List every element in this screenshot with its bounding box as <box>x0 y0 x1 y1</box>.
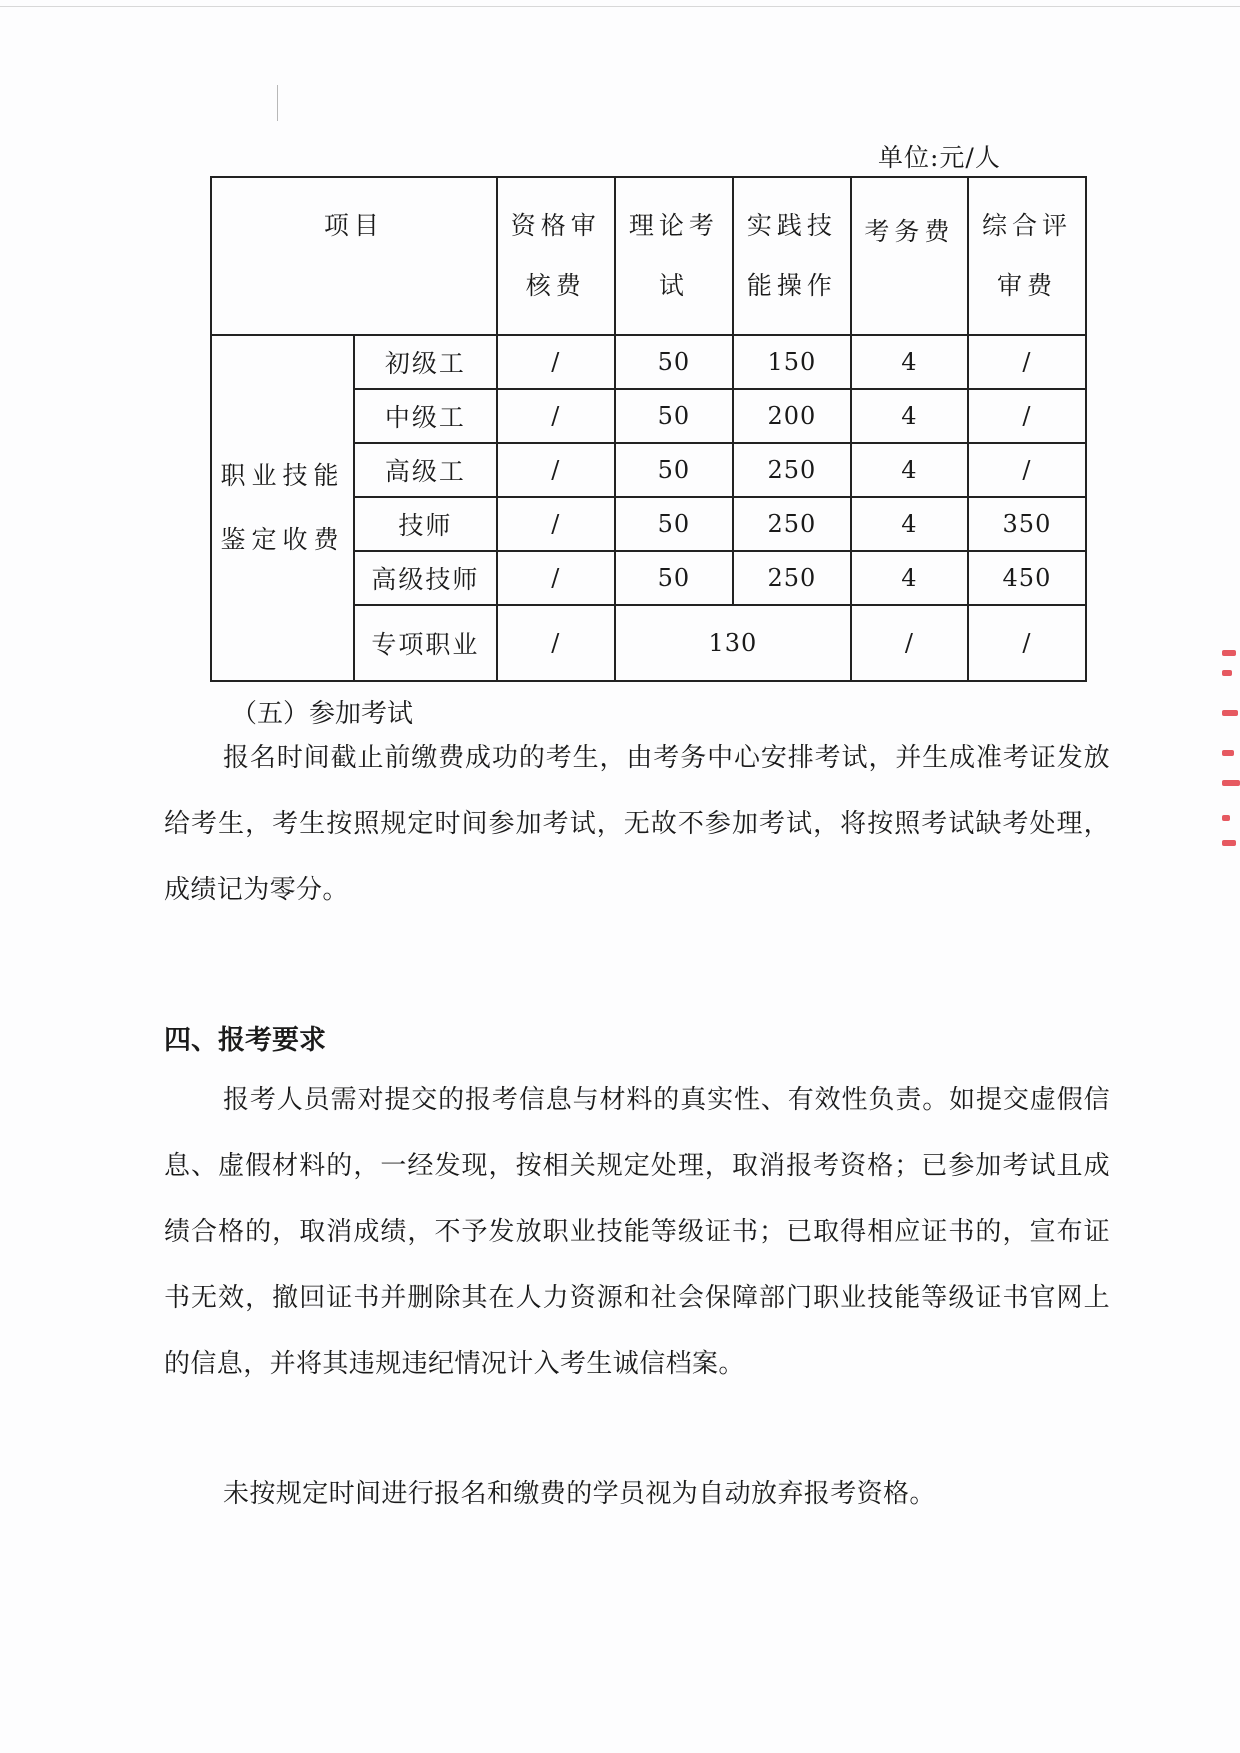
level-cell: 专项职业 <box>354 605 497 681</box>
practice-cell: 200 <box>733 389 851 443</box>
qualification-cell: / <box>497 605 615 681</box>
header-qualification-fee: 资格审核费 <box>497 177 615 335</box>
level-cell: 中级工 <box>354 389 497 443</box>
practice-cell: 150 <box>733 335 851 389</box>
header-exam-service-fee: 考务费 <box>851 177 968 335</box>
theory-cell: 50 <box>615 335 733 389</box>
table-row <box>211 335 1086 389</box>
combined-fee-cell: 130 <box>615 605 851 681</box>
qualification-cell: / <box>497 551 615 605</box>
section-heading: 四、报考要求 <box>164 1025 326 1056</box>
section-paragraph: 报考人员需对提交的报考信息与材料的真实性、有效性负责。如提交虚假信息、虚假材料的，一经发现，按相关规定处理，取消报考资格；已参加考试且成绩合格的，取消成绩，不予发放职业技能等级证书；已取得相应证书的，宣布证书无效，撤回证书并删除其在人力资源和社会保障部门职业技能等级证书官网上的信息，并将其违规违纪情况计入考生诚信档案。 <box>164 1085 1110 1379</box>
practice-cell: 250 <box>733 443 851 497</box>
level-cell: 高级工 <box>354 443 497 497</box>
section-paragraph: 报名时间截止前缴费成功的考生，由考务中心安排考试，并生成准考证发放给考生，考生按照规定时间参加考试，无故不参加考试，将按照考试缺考处理，成绩记为零分。 <box>164 743 1110 905</box>
red-seal-fragment <box>1222 640 1240 890</box>
level-cell: 初级工 <box>354 335 497 389</box>
group-label: 职业技能鉴定收费 <box>211 335 354 681</box>
qualification-cell: / <box>497 497 615 551</box>
exam-service-cell: 4 <box>851 389 968 443</box>
review-cell: 350 <box>968 497 1086 551</box>
unit-label: 单位:元/人 <box>878 143 1001 172</box>
theory-cell: 50 <box>615 389 733 443</box>
exam-service-cell: 4 <box>851 443 968 497</box>
review-cell: / <box>968 335 1086 389</box>
header-review-fee: 综合评审费 <box>968 177 1086 335</box>
scan-edge-line <box>0 6 1240 7</box>
qualification-cell: / <box>497 443 615 497</box>
review-cell: / <box>968 443 1086 497</box>
table-header-row <box>211 177 1086 335</box>
scan-artifact-mark <box>277 85 278 121</box>
level-cell: 高级技师 <box>354 551 497 605</box>
review-cell: 450 <box>968 551 1086 605</box>
review-cell: / <box>968 389 1086 443</box>
header-practical-skill: 实践技能操作 <box>733 177 851 335</box>
exam-service-cell: 4 <box>851 335 968 389</box>
theory-cell: 50 <box>615 551 733 605</box>
section-paragraph: 未按规定时间进行报名和缴费的学员视为自动放弃报考资格。 <box>223 1479 936 1509</box>
review-cell: / <box>968 605 1086 681</box>
section-title: （五）参加考试 <box>231 699 414 729</box>
qualification-cell: / <box>497 389 615 443</box>
exam-service-cell: 4 <box>851 551 968 605</box>
exam-service-cell: 4 <box>851 497 968 551</box>
header-item: 项目 <box>211 177 497 335</box>
fee-table <box>210 176 1087 682</box>
theory-cell: 50 <box>615 443 733 497</box>
qualification-cell: / <box>497 335 615 389</box>
level-cell: 技师 <box>354 497 497 551</box>
header-theory-exam: 理论考试 <box>615 177 733 335</box>
theory-cell: 50 <box>615 497 733 551</box>
practice-cell: 250 <box>733 497 851 551</box>
practice-cell: 250 <box>733 551 851 605</box>
exam-service-cell: / <box>851 605 968 681</box>
